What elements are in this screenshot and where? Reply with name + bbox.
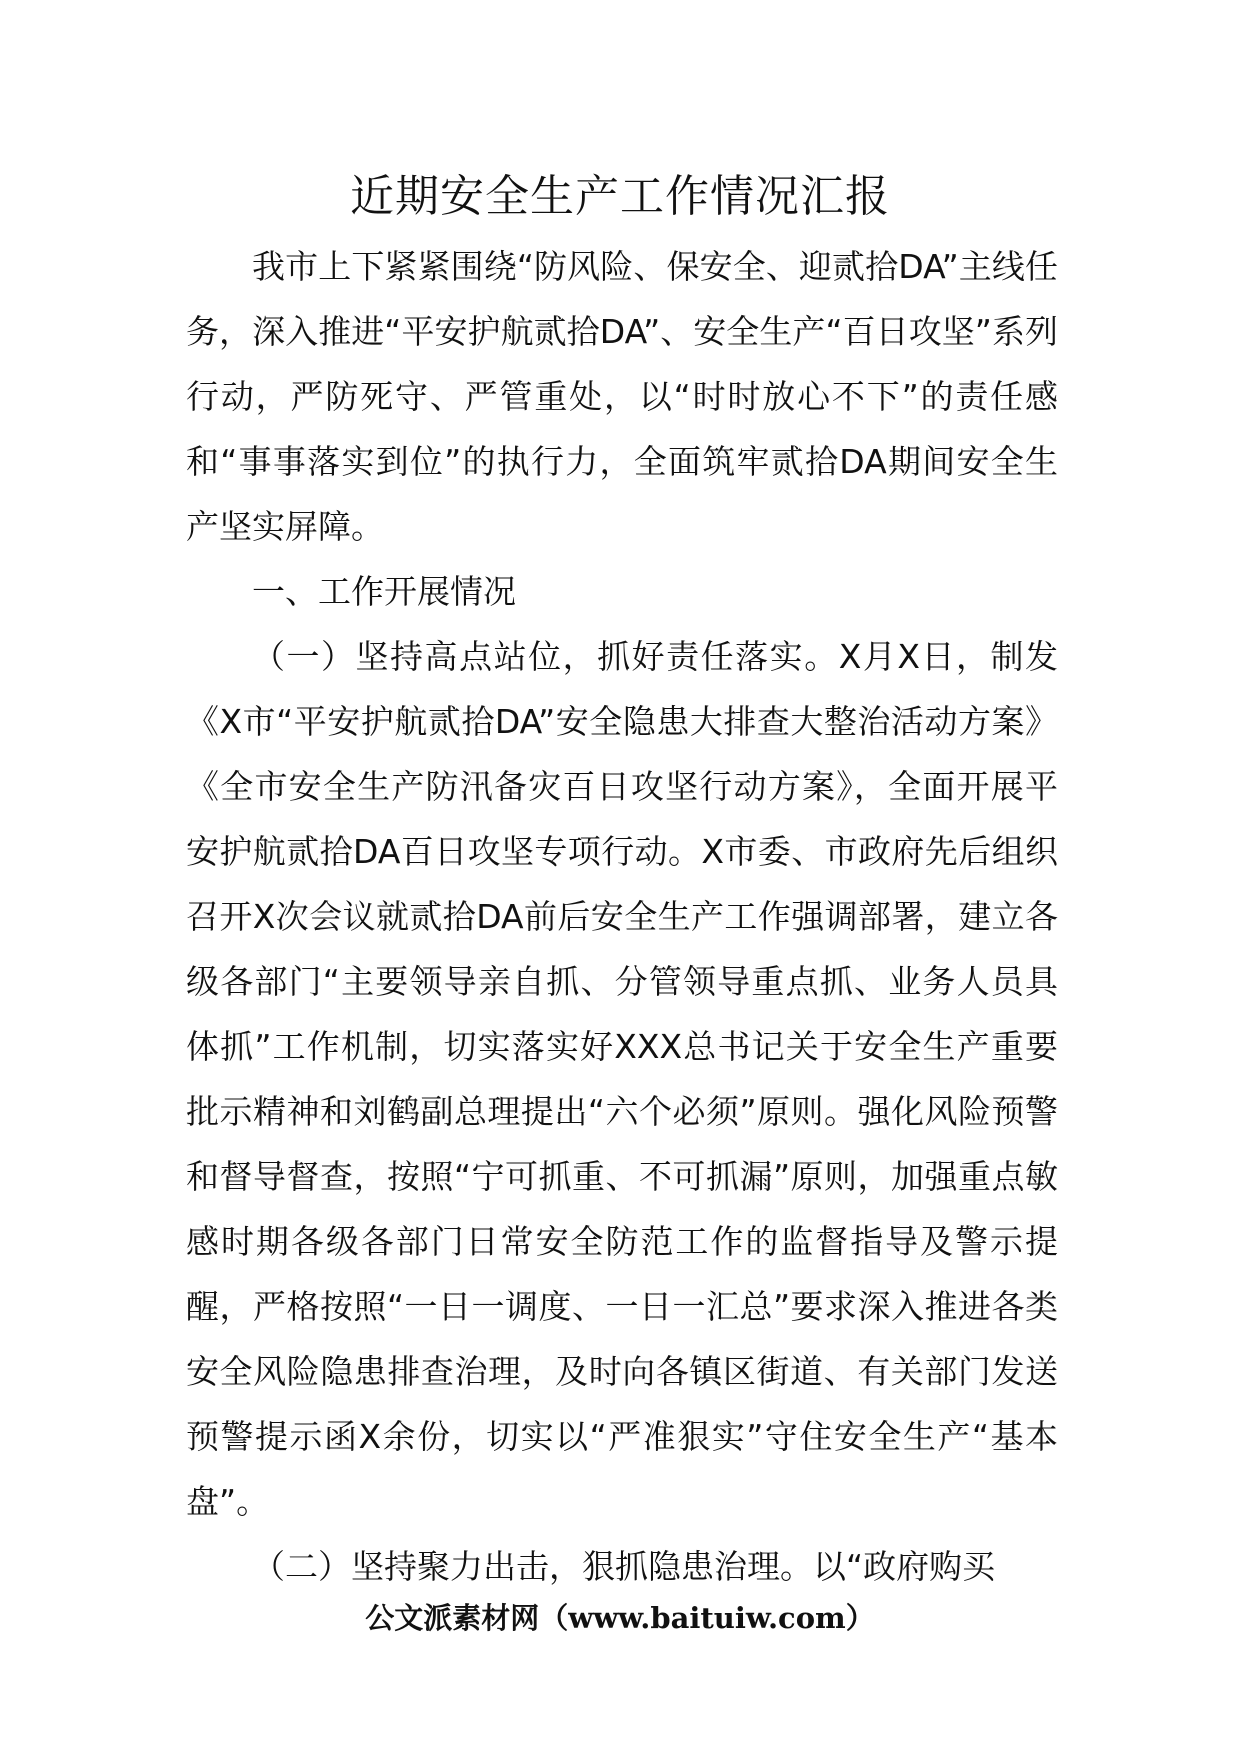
subsection-paragraph-2: （二）坚持聚力出击，狠抓隐患治理。以“政府购买 <box>252 1547 996 1586</box>
document-body <box>186 234 1058 1599</box>
footer-watermark: 公文派素材网（www.baituiw.com） <box>365 1601 875 1635</box>
section-heading: 一、工作开展情况 <box>252 572 516 611</box>
intro-paragraph: 我市上下紧紧围绕“防风险、保安全、迎贰拾DA”主线任务，深入推进“平安护航贰拾DA”、安全生产“百日攻坚”系列行动，严防死守、严管重处，以“时时放心不下”的责任感和“事事落实到位”的执行力，全面筑牢贰拾DA期间安全生产坚实屏障。 <box>186 247 1058 546</box>
subsection-paragraph-1: （一）坚持高点站位，抓好责任落实。X月X日，制发《X市“平安护航贰拾DA”安全隐患大排查大整治活动方案》《全市安全生产防汛备灾百日攻坚行动方案》，全面开展平安护航贰拾DA百日攻坚专项行动。X市委、市政府先后组织召开X次会议就贰拾DA前后安全生产工作强调部署，建立各级各部门“主要领导亲自抓、分管领导重点抓、业务人员具体抓”工作机制，切实落实好XXX总书记关于安全生产重要批示精神和刘鹤副总理提出“六个必须”原则。强化风险预警和督导督查，按照“宁可抓重、不可抓漏”原则，加强重点敏感时期各级各部门日常安全防范工作的监督指导及警示提醒，严格按照“一日一调度、一日一汇总”要求深入推进各类安全风险隐患排查治理，及时向各镇区街道、有关部门发送预警提示函X余份，切实以“严准狠实”守住安全生产“基本盘”。 <box>186 637 1058 1521</box>
document-title: 近期安全生产工作情况汇报 <box>350 171 890 222</box>
